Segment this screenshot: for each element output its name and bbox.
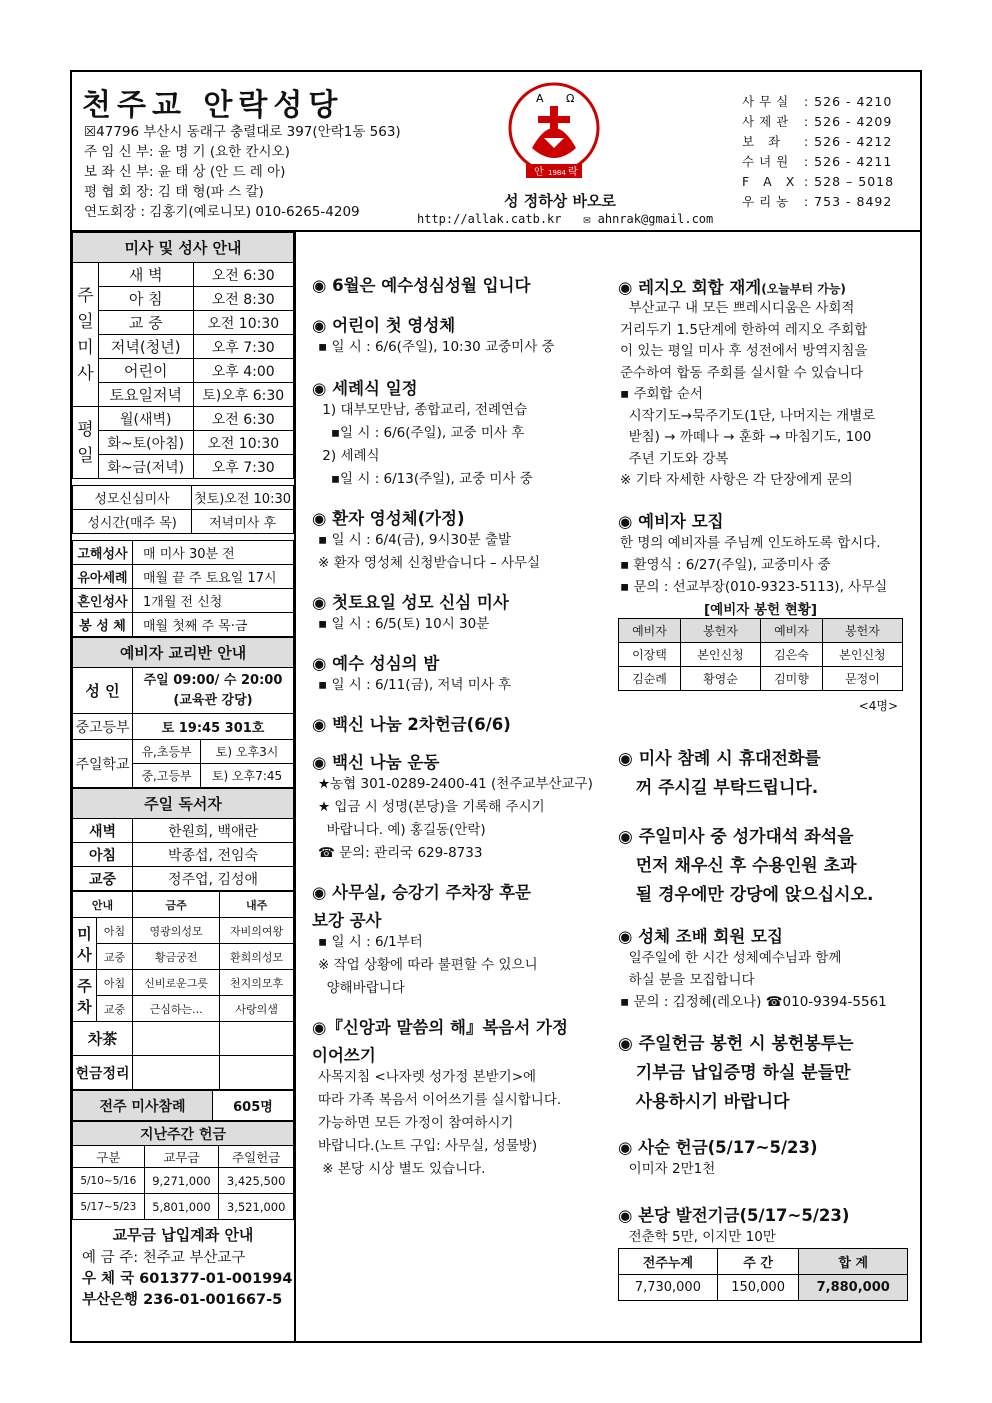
parish-info (84, 122, 401, 222)
notice-heading-cont: 보강 공사 (312, 911, 382, 930)
legio-body: 주년 기도와 강복 (620, 450, 729, 467)
phone-row: 우리농 : 753 - 8492 (742, 194, 893, 209)
notice-body: ▪ 일 시 : 6/4(금), 9시30분 출발 (318, 532, 512, 548)
notice-body: 사목지침 <나자렛 성가정 본받기>에 (318, 1069, 537, 1085)
parish-logo-icon (504, 78, 604, 188)
catechumen-body: ▪ 문의 : 선교부장(010-9323-5113), 사무실 (620, 578, 888, 595)
notice-heading: ◉『신앙과 말씀의 해』복음서 가정 (312, 1018, 568, 1037)
legio-body: 받침) → 까떼나 → 훈화 → 마침기도, 100 (620, 429, 872, 445)
legio-body: ※ 기타 자세한 사항은 각 단장에게 문의 (620, 472, 853, 488)
lent-offering-heading: ◉ 사순 헌금(5/17~5/23) (618, 1137, 818, 1157)
email-link[interactable]: ahnrak@gmail.com (597, 212, 714, 226)
notice-heading: ◉ 환자 영성체(가정) (312, 509, 465, 528)
catechumen-body: 한 명의 예비자를 주님께 인도하도록 합시다. (620, 534, 881, 551)
phone-row: 보 좌 : 526 - 4212 (742, 134, 893, 149)
notice-body: 2) 세례식 (318, 448, 380, 464)
duty-table: 안내 금주 내주 미사 아침 영광의성모 자비의여왕 교중 황금궁전 환희의성모 주차 아침 신비로운그릇 천지의모후 교중 근심하는... 사랑의샘 차茶 헌금정리 (72, 891, 294, 1090)
page-title: 천주교 안락성당 (82, 88, 344, 123)
notice-body: 따라 가족 복음서 이어쓰기를 실시합니다. (318, 1092, 562, 1108)
website-link[interactable]: http://allak.catb.kr (417, 212, 562, 226)
account-title: 교무금 납입계좌 안내 (112, 1226, 254, 1244)
mail-icon: ✉ (583, 212, 591, 226)
adoration-body: ▪ 문의 : 김정혜(레오나) ☎010-9394-5561 (620, 993, 887, 1010)
fund-table: 전주누계 주 간 합 계 7,730,000 150,000 7,880,000 (618, 1248, 908, 1301)
notice-body: 1) 대부모만남, 종합교리, 전례연습 (318, 402, 528, 418)
notice-body: ▪ 일 시 : 6/1부터 (318, 934, 423, 950)
weekday-label: 평 일 (73, 407, 99, 479)
adoration-heading: ◉ 성체 조배 회원 모집 (618, 926, 783, 946)
legio-body: 거리두기 1.5단계에 한하여 레지오 주회합 (620, 321, 868, 338)
notice-heading: ◉ 예수 성심의 밤 (312, 654, 440, 673)
catechumen-heading: ◉ 예비자 모집 (618, 511, 724, 531)
phone-list (742, 92, 894, 212)
phone-row: F A X : 528 – 5018 (742, 174, 895, 189)
sacrament-table: 고해성사 매 미사 30분 전 유아세례 매월 끝 주 토요일 17시 혼인성사 1개월 전 신청 봉 성 체 매월 첫째 주 목·금 (72, 540, 294, 637)
svg-text:A: A (536, 92, 544, 105)
notice-heading: 기부금 납입증명 하실 분들만 (618, 1062, 851, 1083)
notice-heading: ◉ 세례식 일정 (312, 379, 418, 398)
phone-row: 수녀원 : 526 - 4211 (742, 154, 893, 169)
svg-text:Ω: Ω (566, 92, 575, 105)
legio-body: 이 있는 평일 미사 후 성전에서 방역지침을 (620, 343, 868, 359)
right-column (608, 232, 920, 1301)
svg-text:락: 락 (568, 167, 578, 178)
left-column (72, 232, 296, 1343)
logo-text: 안 (534, 167, 544, 178)
mass-schedule-table: 미사 및 성사 안내 주 일 미 사 새 벽 오전 6:30 아 침 오전 8:30 교 중 오전 10:30 저녁(청년) 오후 7:30 어린이 오후 4:00 토요일저녁 토)오후 6:30 평 일 월(새벽) 오전 6:30 화~토(아침) 오전 10:30 화~금(저녁) 오후 7:30 (72, 232, 294, 479)
notice-body: 바랍니다. 예) 홍길동(안락) (318, 822, 486, 838)
notice-heading: ◉ 미사 참례 시 휴대전화를 (618, 748, 821, 769)
notice-heading: ◉ 주일헌금 봉헌 시 봉헌봉투는 (618, 1033, 854, 1054)
contact-links (417, 212, 713, 226)
legio-body: 준수하여 합동 주회를 실시할 수 있습니다 (620, 364, 864, 381)
notice-heading: 먼저 채우신 후 수용인원 초과 (618, 855, 857, 876)
notice-heading: ◉ 주일미사 중 성가대석 좌석을 (618, 826, 854, 847)
notice-body: ★농협 301-0289-2400-41 (천주교부산교구) (318, 776, 593, 792)
assistant-priest: 보 좌 신 부: 윤 태 상 (안 드 레 아) (84, 164, 286, 180)
address: ☒47796 부산시 동래구 충렬대로 397(안락1동 563) (84, 124, 401, 140)
notice-body: ▪일 시 : 6/6(주일), 교중 미사 후 (318, 425, 525, 441)
council-president: 평 협 회 장: 김 태 형(파 스 칼) (84, 184, 264, 200)
notice-body: ※ 환자 영성체 신청받습니다 – 사무실 (318, 555, 541, 571)
pastor: 주 임 신 부: 윤 명 기 (요한 칸시오) (84, 144, 290, 160)
notice-body: ▪ 일 시 : 6/11(금), 저녁 미사 후 (318, 677, 512, 693)
legio-body: 시작기도→묵주기도(1단, 나머지는 개별로 (620, 407, 876, 424)
notice-heading: 사용하시기 바랍니다 (618, 1091, 790, 1112)
adoration-body: 하실 분을 모집합니다 (620, 971, 755, 988)
catechumen-count: <4명> (858, 698, 898, 713)
mass-schedule-title: 미사 및 성사 안내 (73, 233, 294, 263)
notice-heading: ◉ 백신 나눔 운동 (312, 753, 440, 772)
legio-heading: ◉ 레지오 회합 재게(오늘부터 가능) (618, 278, 846, 297)
notice-body: ▪ 일 시 : 6/6(주일), 10:30 교중미사 중 (318, 339, 555, 355)
notice-body: ★ 입금 시 성명(본당)을 기록해 주시기 (318, 799, 545, 815)
notice-body: ▪일 시 : 6/13(주일), 교중 미사 중 (318, 471, 533, 487)
fund-body: 전춘학 5만, 이지만 10만 (620, 1228, 776, 1245)
bulletin-page (70, 70, 922, 1343)
readers-table: 주일 독서자 새벽 한원희, 백애란 아침 박종섭, 전임숙 교중 정주업, 김성애 (72, 788, 294, 891)
phone-row: 사무실 : 526 - 4210 (742, 94, 893, 109)
catechumen-offering-table: 예비자 봉헌자 예비자 봉헌자 이장택 본인신청 김은숙 본인신청 김순례 황영순 김미향 문정이 (618, 618, 903, 691)
middle-column (298, 232, 608, 1181)
patron-saint: 성 정하상 바오로 (504, 192, 616, 210)
fund-heading: ◉ 본당 발전기금(5/17~5/23) (618, 1205, 850, 1225)
notice-heading: ◉ 사무실, 승강기 주차장 후문 (312, 883, 531, 902)
adoration-body: 일주일에 한 시간 성체예수님과 함께 (620, 949, 842, 966)
legio-body: 부산교구 내 모든 쁘레시디움은 사회적 (620, 300, 855, 316)
svg-text:1984: 1984 (548, 169, 566, 177)
offering-table: 지난주간 헌금 구분 교무금 주일헌금 5/10~5/16 9,271,000 3,425,500 5/17~5/23 5,801,000 3,521,000 (72, 1121, 294, 1220)
notice-body: ※ 본당 시상 별도 있습니다. (318, 1161, 486, 1177)
phone-row: 사제관 : 526 - 4209 (742, 114, 893, 129)
notice-body: 양해바랍니다 (318, 980, 405, 996)
attendance-table: 전주 미사참례 605명 (72, 1090, 294, 1121)
account-info: 예 금 주: 천주교 부산교구 우 체 국 601377-01-001994 부산은행 236-01-001667-5 (82, 1250, 293, 1308)
notice-heading: ◉ 어린이 첫 영성체 (312, 316, 456, 335)
notice-body: 가능하면 모든 가정이 참여하시기 (318, 1115, 514, 1131)
lent-offering-body: 이미자 2만1천 (620, 1160, 716, 1177)
legio-body: ▪ 주회합 순서 (620, 386, 703, 402)
notice-heading: ◉ 백신 나눔 2차헌금(6/6) (312, 715, 511, 734)
notice-heading: 꺼 주시길 부탁드립니다. (618, 777, 819, 798)
notice-heading: ◉ 6월은 예수성심성월 입니다 (312, 276, 531, 295)
extra-mass-table: 성모신심미사 첫토)오전 10:30 성시간(매주 목) 저녁미사 후 (72, 485, 294, 534)
notice-body: ☎ 문의: 관리국 629-8733 (318, 845, 483, 861)
notice-heading: ◉ 첫토요일 성모 신심 미사 (312, 593, 509, 612)
sunday-label: 주 일 미 사 (73, 263, 99, 407)
header (72, 72, 920, 232)
catechumen-body: ▪ 환영식 : 6/27(주일), 교중미사 중 (620, 556, 831, 573)
notice-heading: 될 경우에만 강당에 앉으십시오. (618, 884, 874, 905)
notice-body: ▪ 일 시 : 6/5(토) 10시 30분 (318, 616, 490, 632)
notice-body: ※ 작업 상황에 따라 불편할 수 있으니 (318, 957, 538, 973)
catechumen-table-title: [예비자 봉헌 현황] (703, 601, 818, 618)
yeondo-president: 연도회장 : 김홍기(예로니모) 010-6265-4209 (84, 204, 360, 220)
notice-body: 바랍니다.(노트 구입: 사무실, 성물방) (318, 1138, 538, 1154)
catechumen-class-table: 예비자 교리반 안내 성 인 주일 09:00/ 수 20:00 (교육관 강당) 중고등부 토 19:45 301호 주일학교 유,초등부 토) 오후3시 중,고등부 토) 오후7:45 (72, 637, 294, 788)
notice-heading-cont: 이어쓰기 (312, 1046, 376, 1065)
